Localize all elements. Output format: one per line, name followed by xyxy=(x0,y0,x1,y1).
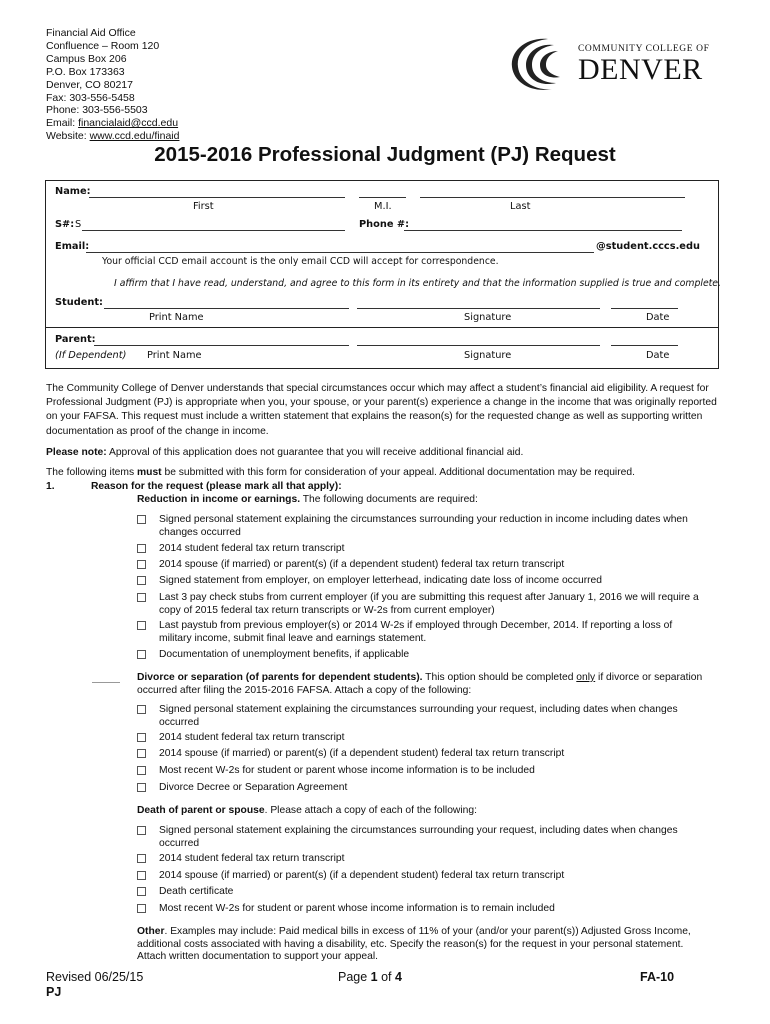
logo-swoosh-icon xyxy=(508,35,576,95)
checklist-item-label: Last 3 pay check stubs from current employer (if you are submitting this request after January 1, 2016 we will require a copy of 2015 federal tax return transcripts or W-2s from current employer) xyxy=(159,592,699,616)
if-dependent-note: (If Dependent) xyxy=(55,350,127,361)
checkbox[interactable] xyxy=(137,749,146,758)
address-line: P.O. Box 173363 xyxy=(46,65,125,78)
checkbox[interactable] xyxy=(137,544,146,553)
website-link[interactable]: www.ccd.edu/finaid xyxy=(89,130,180,143)
website-label: Website: xyxy=(46,130,90,143)
checklist-item-label: Signed personal statement explaining the circumstances surrounding your request, including dates when changes occurred xyxy=(159,704,678,728)
mark-line[interactable] xyxy=(92,682,120,683)
intro-paragraph: The Community College of Denver understands that special circumstances occur which may affect a student’s financial aid eligibility. A request for Professional Judgment (PJ) is appropriate when you, your spouse, or your parent(s) experience a change in the income that was originally reported on your FAFSA. This request must include a written statement that explains the reason(s) for the requested change as well as supporting written documentation as proof of the change in income. xyxy=(46,383,717,437)
reduction-heading-line xyxy=(137,494,707,507)
requirements-text: be submitted with this form for consideration of your appeal. Additional documentation may be required. xyxy=(161,467,635,478)
affirmation-text: I affirm that I have read, understand, and agree to this form in its entirety and that the information supplied is true and complete. xyxy=(114,278,721,289)
death-heading: Death of parent or spouse xyxy=(137,805,265,816)
other-text: . Examples may include: Paid medical bills in excess of 11% of your (and/or your parent(s)) Adjusted Gross Income, additional costs associated with having a disability, etc. Specify the reason(s) for the request in your personal statement. Attach written documentation to support your appeal. xyxy=(137,926,691,962)
checkbox[interactable] xyxy=(137,826,146,835)
checklist-item-label: 2014 spouse (if married) or parent(s) (if a dependent student) federal tax return transcript xyxy=(159,748,565,759)
checklist-item-label: 2014 student federal tax return transcript xyxy=(159,853,345,864)
divorce-text: if divorce or separation occurred after filing the 2015-2016 FAFSA. Attach a copy of the following: xyxy=(137,672,703,696)
note-paragraph xyxy=(46,446,720,460)
page-number xyxy=(338,970,402,984)
checkbox[interactable] xyxy=(137,515,146,524)
print-name-caption: Print Name xyxy=(147,350,202,361)
form-divider xyxy=(46,327,718,328)
address-line: Confluence – Room 120 xyxy=(46,39,160,52)
requirements-intro xyxy=(46,466,720,480)
student-signature-field[interactable] xyxy=(357,308,600,309)
email-note: Your official CCD email account is the only email CCD will accept for correspondence. xyxy=(102,256,499,267)
requirements-text: The following items xyxy=(46,467,137,478)
logo-top-text: COMMUNITY COLLEGE OF xyxy=(578,44,710,54)
revised-date: Revised 06/25/15 xyxy=(46,970,144,984)
reason-heading: Reason for the request (please mark all that apply): xyxy=(91,481,342,492)
snum-label: S#: xyxy=(55,219,75,230)
phone-field[interactable] xyxy=(404,230,682,231)
email-field[interactable] xyxy=(86,252,594,253)
checklist-item-label: Signed personal statement explaining the circumstances surrounding your reduction in income including dates when changes occurred xyxy=(159,514,688,538)
page-total: 4 xyxy=(395,970,402,984)
checkbox[interactable] xyxy=(137,854,146,863)
student-info-form xyxy=(45,180,719,369)
checklist-item-label: 2014 spouse (if married) or parent(s) (if a dependent student) federal tax return transcript xyxy=(159,870,565,881)
last-name-field[interactable] xyxy=(420,197,685,198)
note-label: Please note: xyxy=(46,447,107,458)
middle-initial-field[interactable] xyxy=(359,197,406,198)
email-label: Email: xyxy=(55,241,90,252)
logo-main-text: DENVER xyxy=(578,53,703,86)
checklist-item-label: Last paystub from previous employer(s) or 2014 W-2s if employed through December, 2014. If reporting a loss of military income, submit final leave and earnings statement. xyxy=(159,620,673,644)
address-line: Financial Aid Office xyxy=(46,27,136,39)
parent-print-name-field[interactable] xyxy=(94,345,349,346)
checkbox[interactable] xyxy=(137,887,146,896)
checklist-item-label: Signed statement from employer, on employer letterhead, indicating date loss of income occurred xyxy=(159,575,603,586)
checkbox[interactable] xyxy=(137,871,146,880)
checkbox[interactable] xyxy=(137,733,146,742)
other-heading: Other xyxy=(137,926,165,937)
checkbox[interactable] xyxy=(137,621,146,630)
divorce-heading-line xyxy=(137,672,707,697)
last-caption: Last xyxy=(510,201,531,212)
date-caption: Date xyxy=(646,350,670,361)
parent-signature-field[interactable] xyxy=(357,345,600,346)
address-line: Denver, CO 80217 xyxy=(46,78,133,91)
parent-label: Parent: xyxy=(55,334,96,345)
checkbox[interactable] xyxy=(137,593,146,602)
signature-caption: Signature xyxy=(464,350,512,361)
divorce-text: This option should be completed xyxy=(422,672,577,683)
first-caption: First xyxy=(193,201,214,212)
form-code-left: PJ xyxy=(46,985,62,999)
checklist-item-label: Signed personal statement explaining the circumstances surrounding your request, including dates when changes occurred xyxy=(159,825,678,849)
form-code: FA-10 xyxy=(640,970,675,984)
page-current: 1 xyxy=(370,970,378,984)
email-domain: @student.cccs.edu xyxy=(596,241,700,252)
student-date-field[interactable] xyxy=(611,308,678,309)
email-link[interactable]: financialaid@ccd.edu xyxy=(78,117,179,130)
name-label: Name: xyxy=(55,186,91,197)
checklist-item-label: Most recent W-2s for student or parent whose income information is to be included xyxy=(159,765,535,776)
checklist-item-label: Documentation of unemployment benefits, if applicable xyxy=(159,649,410,660)
reduction-heading: Reduction in income or earnings. xyxy=(137,494,301,505)
checkbox[interactable] xyxy=(137,650,146,659)
snum-prefix: S xyxy=(75,219,82,230)
checkbox[interactable] xyxy=(137,560,146,569)
phone-label: Phone #: xyxy=(359,219,410,230)
requirements-must: must xyxy=(137,467,162,478)
snum-field[interactable] xyxy=(82,230,345,231)
parent-date-field[interactable] xyxy=(611,345,678,346)
signature-caption: Signature xyxy=(464,312,512,323)
print-name-caption: Print Name xyxy=(149,312,204,323)
email-line xyxy=(46,117,179,130)
date-caption: Date xyxy=(646,312,670,323)
page-label: Page xyxy=(338,970,371,984)
phone-line: Phone: 303-556-5503 xyxy=(46,104,148,117)
death-heading-line xyxy=(137,805,707,818)
checklist-item-label: 2014 student federal tax return transcript xyxy=(159,732,345,743)
page-title: 2015-2016 Professional Judgment (PJ) Request xyxy=(154,143,616,166)
divorce-only: only xyxy=(576,672,596,683)
checkbox[interactable] xyxy=(137,576,146,585)
divorce-heading: Divorce or separation (of parents for dependent students). xyxy=(137,672,423,683)
student-label: Student: xyxy=(55,297,103,308)
fax-line: Fax: 303-556-5458 xyxy=(46,91,135,104)
ccd-logo xyxy=(508,35,718,95)
website-line xyxy=(46,130,179,143)
checkbox[interactable] xyxy=(137,705,146,714)
checkbox[interactable] xyxy=(137,783,146,792)
mi-caption: M.I. xyxy=(374,201,392,212)
checklist-item-label: Divorce Decree or Separation Agreement xyxy=(159,782,348,793)
office-address xyxy=(46,27,179,143)
checkbox[interactable] xyxy=(137,766,146,775)
death-text: . Please attach a copy of each of the following: xyxy=(264,805,477,816)
page-of: of xyxy=(377,970,395,984)
reduction-text: The following documents are required: xyxy=(300,494,478,505)
checklist-item-label: 2014 spouse (if married) or parent(s) (if a dependent student) federal tax return transcript xyxy=(159,559,565,570)
checklist-item-label: Death certificate xyxy=(159,886,234,897)
checklist-item-label: 2014 student federal tax return transcript xyxy=(159,543,345,554)
student-print-name-field[interactable] xyxy=(104,308,349,309)
item-number: 1. xyxy=(46,481,55,492)
email-label: Email: xyxy=(46,117,79,130)
checklist-item-label: Most recent W-2s for student or parent whose income information is to remain included xyxy=(159,903,555,914)
address-line: Campus Box 206 xyxy=(46,52,127,65)
first-name-field[interactable] xyxy=(89,197,345,198)
checkbox[interactable] xyxy=(137,904,146,913)
note-text: Approval of this application does not guarantee that you will receive additional financial aid. xyxy=(106,447,524,458)
other-paragraph xyxy=(137,926,707,964)
